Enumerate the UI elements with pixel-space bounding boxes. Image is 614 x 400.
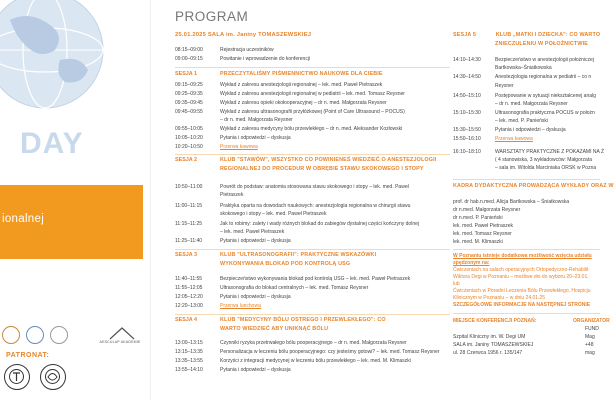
lecturer-item: prof. dr hab.n.med. Alicja Bartkowska – Śniatkowska bbox=[453, 199, 570, 205]
aesculap-caption: AESCULAP AKADEMIE bbox=[99, 340, 141, 344]
item-label: skokowego i stopy – lek. med. Paweł Pietraszek bbox=[220, 211, 327, 217]
item-label: Jak to robimy: zalety i wady różnych blokad do zabiegów dystalnej części kończyny dolnej bbox=[220, 221, 419, 227]
time-label: 13:55–14:10 bbox=[175, 367, 203, 373]
item-label: – dr n. med. Małgorzata Reysner bbox=[220, 117, 293, 123]
session-title-line-2: WARTO WIEDZIEĆ ABY UNIKNĄĆ BÓLU bbox=[220, 326, 329, 332]
section-separator bbox=[453, 179, 600, 180]
info-line: Klinicznym w Poznaniu – w dniu 24.01.25 bbox=[453, 295, 545, 301]
item-label: – dr n. med. Małgorzata Reysner bbox=[495, 101, 568, 107]
break-label: Przerwa kawowa bbox=[220, 144, 258, 150]
item-label: Postępowanie w sytuacji niekształcenej analg bbox=[495, 93, 596, 99]
item-label: Praktyka oparta na dowodach naukowych: anestezjologia regionalna w chirurgii stawu bbox=[220, 203, 411, 209]
item-label: Czynniki ryzyka przetrwałego bólu pooperacyjnego – dr n. med. Małgorzata Reysner bbox=[220, 340, 407, 346]
time-label: 13:35–13:55 bbox=[175, 358, 203, 364]
workshop-location: – sala im. Witolda Marciniaka ORSK w Pozna bbox=[495, 165, 597, 171]
time-label: 16:10–18:10 bbox=[453, 149, 481, 155]
item-label: Pietraszek bbox=[220, 192, 244, 198]
break-label: Przerwa kawowa bbox=[495, 136, 533, 142]
info-line: Wiktora Degi w Poznaniu – możliwe dni do wyboru 20–23.01. bbox=[453, 274, 589, 280]
program-column bbox=[175, 0, 450, 400]
section-separator bbox=[175, 314, 450, 315]
organizer-heading: ORGANIZATOR bbox=[573, 318, 610, 324]
item-label: Wykład z zakresu anestezjologii regionalnej w pediatrii – lek. med. Tomasz Reysner bbox=[220, 91, 405, 97]
organizer-line: FUND bbox=[585, 326, 599, 332]
patron-emblem-icon bbox=[5, 365, 28, 388]
item-label: Ultrasonografia do blokad centralnych – lek. med. Tomasz Reysner bbox=[220, 285, 369, 291]
workshop-detail: ( 4 stanowiska, 3 wykładowców: Małgorzata bbox=[495, 157, 592, 163]
time-label: 11:15–11:25 bbox=[175, 221, 203, 227]
section-separator bbox=[175, 249, 450, 250]
info-line: W Poznaniu istnieje dodatkowa możliwość wzięcia udziału bbox=[453, 253, 592, 259]
info-line: lub bbox=[453, 281, 460, 287]
item-label: – lek. med. P. Panieński bbox=[495, 118, 548, 124]
session-title-line-1: KLUB "ULTRASONOGRAFII": PRAKTYCZNE WSKAZÓWKI bbox=[220, 252, 377, 258]
venue-heading: MIEJSCE KONFERENCJI POZNAŃ: bbox=[453, 318, 537, 324]
organizer-line: mag bbox=[585, 350, 595, 356]
sponsor-logo-2 bbox=[26, 326, 44, 344]
time-label: 09:35–09:45 bbox=[175, 100, 203, 106]
info-line: SZCZEGÓŁOWE INFORMACJE NA NASTĘPNEJ STRONIE bbox=[453, 302, 591, 308]
item-label: Reysner bbox=[495, 83, 514, 89]
time-label: 10:50–11:00 bbox=[175, 184, 203, 190]
lecturer-item: dr n.med. Małgorzata Reysner bbox=[453, 207, 521, 213]
patron-logo-1 bbox=[4, 364, 30, 390]
venue-line: ul. 28 Czerwca 1956 r. 135/147 bbox=[453, 350, 523, 356]
session-title: PRZECZYTALIŚMY PIŚMIENNICTWO NAUKOWE DLA CIEBIE bbox=[220, 71, 383, 77]
info-line: Ćwiczeniach na salach operacyjnych Ortopedyczno-Rehabilit bbox=[453, 267, 589, 273]
item-label: Bartkowska–Śniatkowska bbox=[495, 65, 552, 71]
organizer-line: Mag bbox=[585, 334, 595, 340]
sponsor-logos bbox=[0, 323, 143, 347]
time-label: 10:20–10:50 bbox=[175, 144, 203, 150]
sponsor-logo-3 bbox=[50, 326, 68, 344]
section-separator bbox=[175, 154, 450, 155]
item-label: Pytania i odpowiedzi – dyskusja bbox=[220, 135, 291, 141]
left-decorative-panel bbox=[0, 0, 150, 400]
section-separator bbox=[175, 67, 450, 68]
time-label: 14:30–14:50 bbox=[453, 74, 481, 80]
time-label: 12:05–12:20 bbox=[175, 294, 203, 300]
item-label: Powrót do podstaw: anatomia stosowana stawu skokowego i stopy – lek. med. Paweł bbox=[220, 184, 409, 190]
session-label: SESJA 2 bbox=[175, 157, 197, 163]
time-label: 11:25–11:40 bbox=[175, 238, 203, 244]
item-label: Bezpieczeństwo wykonywania blokad pod kontrolą USG – lek. med. Paweł Pietraszek bbox=[220, 276, 411, 282]
column-divider bbox=[150, 0, 151, 400]
venue-line: Szpital Kliniczny im. W. Degi UM bbox=[453, 334, 526, 340]
break-label: Przerwa lunchowa bbox=[220, 303, 261, 309]
session-label: SESJA 5 bbox=[453, 32, 477, 38]
session-title-line-1: KLUB "MEDYCYNY BÓLU OSTREGO I PRZEWLEKŁEGO": CO bbox=[220, 317, 386, 323]
day-word: DAY bbox=[20, 127, 84, 160]
program-title: PROGRAM bbox=[175, 9, 249, 24]
time-label: 13:15–13:35 bbox=[175, 349, 203, 355]
session-title-line-1: KLUB "STAWÓW", WSZYSTKO CO POWINIENEŚ WIEDZIEĆ O ANESTEZJOLOGII bbox=[220, 157, 437, 163]
section-separator bbox=[453, 249, 600, 250]
item-label: Pytania i odpowiedzi – dyskusja bbox=[220, 367, 291, 373]
lecturer-item: dr n.med. P. Panieński bbox=[453, 215, 503, 221]
item-label: Powitanie i wprowadzenie do konferencji bbox=[220, 56, 311, 62]
time-label: 15:10–15:30 bbox=[453, 110, 481, 116]
session-5-header bbox=[453, 32, 600, 39]
organizer-line: +48 bbox=[585, 342, 594, 348]
time-label: 13:00–13:15 bbox=[175, 340, 203, 346]
sponsor-logo-1 bbox=[2, 326, 20, 344]
item-label: Wykład z zakresu anestezjologii regionalnej – lek. med. Paweł Pietraszek bbox=[220, 82, 383, 88]
item-label: Wykład z zakresu opieki okołooperacyjnej – dr n. med. Małgorzata Reysner bbox=[220, 100, 387, 106]
session-title-line-1: KLUB „MATKI I DZIECKA": CO WARTO bbox=[495, 32, 601, 38]
time-label: 11:40–11:55 bbox=[175, 276, 203, 282]
item-label: Wykład z zakresu ultrasonografii przyłóżkowej (Point of Care Ultrasound – POCUS) bbox=[220, 109, 405, 115]
item-label: Personalizacja w leczeniu bólu pooperacyjnego: czy jesteśmy gotowi? – lek. med. Tomasz Reysner bbox=[220, 349, 440, 355]
lecturer-item: lek. med. Tomasz Reysner bbox=[453, 231, 512, 237]
workshop-title: WARSZTATY PRAKTYCZNE Z POKAZAMI NA Ż bbox=[495, 149, 604, 155]
right-column bbox=[453, 0, 614, 400]
session-title-line-2: WYKONYWANIA BLOKAD POD KONTROLĄ USG bbox=[220, 261, 351, 267]
time-label: 09:25–09:35 bbox=[175, 91, 203, 97]
time-label: 09:15–09:25 bbox=[175, 82, 203, 88]
venue-line: SALA im. Janiny TOMASZEWSKIEJ bbox=[453, 342, 534, 348]
item-label: Pytania i odpowiedzi – dyskusja bbox=[495, 127, 566, 133]
item-label: Pytania i odpowiedzi – dyskusja bbox=[220, 294, 291, 300]
session-label: SESJA 4 bbox=[175, 317, 197, 323]
kadra-heading: KADRA DYDAKTYCZNA PROWADZĄCA WYKŁADY ORAZ W bbox=[453, 183, 614, 189]
time-label: 09:00–09:15 bbox=[175, 56, 203, 62]
time-label: 14:50–15:10 bbox=[453, 93, 481, 99]
time-label: 11:55–12:05 bbox=[175, 285, 203, 291]
item-label: Korzyści z integracji medycynej w leczeniu bólu przewlekłego – lek. med. M. Klimaszki bbox=[220, 358, 411, 364]
time-label: 12:20–13:00 bbox=[175, 303, 203, 309]
session-label: SESJA 3 bbox=[175, 252, 197, 258]
time-label: 08:15–09:00 bbox=[175, 47, 203, 53]
item-label: Wykład z zakresu medycyny bólu przewlekłego – dr n. med. Aleksander Kozłowski bbox=[220, 126, 403, 132]
session-title-line-2: REGIONALNEJ DO PROCEDUR W OBRĘBIE STAWU SKOKOWEGO I STOPY bbox=[220, 166, 424, 172]
item-label: – lek. med. Paweł Pietraszek bbox=[220, 229, 285, 235]
time-label: 11:00–11:15 bbox=[175, 203, 203, 209]
item-label: Pytania i odpowiedzi – dyskusja bbox=[220, 238, 291, 244]
time-label: 14:10–14:30 bbox=[453, 57, 481, 63]
time-label: 09:45–09:55 bbox=[175, 109, 203, 115]
item-label: Anestezjologia regionalna w pediatrii – co n bbox=[495, 74, 592, 80]
info-line: spędzonym na: bbox=[453, 260, 490, 266]
time-label: 09:55–10:05 bbox=[175, 126, 203, 132]
patron-emblem-icon bbox=[41, 365, 64, 388]
time-label: 15:50–16:10 bbox=[453, 136, 481, 142]
section-separator bbox=[453, 313, 600, 314]
lecturer-item: lek. med. Paweł Pietraszek bbox=[453, 223, 514, 229]
info-line: Ćwiczeniach w Poradni Leczenia Bólu Przewlekłego, Hospicju bbox=[453, 288, 591, 294]
lecturer-item: lek. med. M. Klimaszki bbox=[453, 239, 503, 245]
session-title-line-2: ZNIECZULENIU W POŁOŻNICTWIE bbox=[495, 41, 588, 47]
band-text: ionalnej bbox=[2, 213, 45, 225]
date-line: 25.01.2025 SALA im. Janiny TOMASZEWSKIEJ bbox=[175, 32, 312, 38]
item-label: Bezpieczeństwo w anestezjologii położniczej bbox=[495, 57, 594, 63]
patronat-label: PATRONAT: bbox=[6, 352, 50, 359]
patron-logo-2 bbox=[40, 364, 66, 390]
globe-graphic bbox=[0, 0, 120, 115]
item-label: Ultrasonografia praktyczna POCUS w położn bbox=[495, 110, 595, 116]
time-label: 15:30–15:50 bbox=[453, 127, 481, 133]
time-label: 10:05–10:20 bbox=[175, 135, 203, 141]
item-label: Rejestracja uczestników bbox=[220, 47, 274, 53]
session-label: SESJA 1 bbox=[175, 71, 197, 77]
